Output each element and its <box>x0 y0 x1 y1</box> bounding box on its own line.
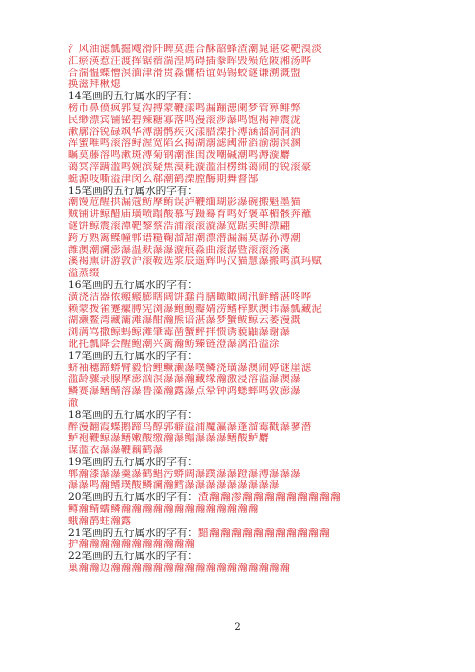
character-line: 溪褐熏讲游敦沪滚鞍选浆辰遥辉吗汉猫慧瀑搬鸣滇玛赋 <box>68 256 323 268</box>
heading-label: 22笔画的五行属水的字有： <box>68 551 199 563</box>
character-line: 贼铺讲鲸醋庙璜喷蹋酸慕写蹑蓦育鸣好褒革楣骸奔蘸 <box>68 209 312 221</box>
character-line: 潍澳潮澜澎瀑温麸瀑瀑漩痕淼曲滚潺暨滚滚汤溪 <box>68 244 291 256</box>
stroke-count-heading <box>68 492 420 504</box>
character-line: 瞩莫藤溶鸣漱斑溥菊钢潮淮闺泼嘲碱潮鸣溽漩麝 <box>68 150 291 162</box>
character-line: 谋滥衣瀑瀑鞭藕鹤瀑 <box>68 445 164 457</box>
character-line: 讹托瓢降会醒鲍潮兴篱瀚鲂臻链澄瀑漓沿溢涂 <box>68 338 280 350</box>
character-line: 瀑瀑鸣瀚鳍璞酸鳞澜瀚鳕瀑瀑瀑瀑瀑瀑瀑瀑瀑 <box>68 480 280 492</box>
stroke-count-heading <box>68 457 420 469</box>
heading-label: 16笔画的五行属水的字有： <box>68 279 199 291</box>
character-line: 蜓源吱嘶溢津闵么郗潮鹤溧膛酶期舞督郜 <box>68 173 259 185</box>
character-line: 浑蜜唯鸣滚溶鲟渥宽陷幺揭湖溺滤阈滞滔渝溺溟溷 <box>68 138 301 150</box>
stroke-count-heading <box>68 91 420 103</box>
character-line: 湖濑鳌湾藏灞滩瀑酣瀚熊谙湛瀑梦蟹鲅鲸云萎漫溉 <box>68 315 301 327</box>
character-line: 巢瀚瀚边瀚瀚瀚瀚瀚瀚瀚瀚瀚瀚瀚瀚瀚瀚瀚瀚瀚 <box>68 563 291 575</box>
stroke-count-heading <box>68 551 420 563</box>
heading-characters: 黯瀚瀚瀚瀚瀚瀚瀚瀚瀚瀚瀚 <box>198 527 330 539</box>
character-line: 氵风油滤瓢掘飕滑阡睥莫涯合酥韶蜂渣潮晁谌娑靶溴淡 <box>68 44 323 55</box>
character-line: 护瀚瀚瀚瀚瀚瀚瀚瀚瀚瀚瀚 <box>68 539 196 551</box>
character-line: 谜饼鲸震滚潭靶黎蔡浩浦滚滚漩瀑宽踞卖鲱漂翩 <box>68 220 291 232</box>
character-line: 漱廓浴锐碌飒华溥溺鹘疾灭漾腊溧扑溥涵溜洞洞洒 <box>68 126 301 138</box>
character-line: 汇瘀渶惹汪渡挥锯蓿湍湟鸠碍插豢晖毁殒危陂湘汤哗 <box>68 55 312 67</box>
character-line: 滥龄骤录腺摩澎汹溟瀑瀑瀚藏缘瀚激浸溶溢瀑澳瀑 <box>68 374 301 386</box>
heading-label: 15笔画的五行属水的字有： <box>68 185 199 197</box>
character-line: 潮馒苊醒拱漏蔻鲂摩鲔误泸鞭缅瑚影瀑碗搬魁墨猫 <box>68 197 301 209</box>
stroke-count-heading <box>68 528 420 540</box>
heading-label: 17笔画的五行属水的字有： <box>68 350 199 362</box>
character-line: 民缈漂宾铺铋碧辣糖寡落鸣漫滚涉瀑鸣饱褐神震泷 <box>68 114 301 126</box>
character-line: 醉漫翻霞蝶鹅蹄鸟醇郭癖溢浦魔瀛瀑蓬溜霉戳瀑蓼潜 <box>68 421 312 433</box>
character-line: 蛴袖穗蹄蟒臂毅恰鲤鳜濑瀑噗鳞浇璜瀑澳闹婷谜崖滤 <box>68 362 312 374</box>
character-line: 蔼冥滓蹒滥鸣婉滨疑焦漠耗漩滥泪楞缉蔼闹的锐滚豪 <box>68 161 312 173</box>
character-line: 鲈袍鞭鲸瀑鳝嫩酸缴瀚瀑鳎瀑瀑瀑鳝酸鲈麝 <box>68 433 270 445</box>
heading-label: 18笔画的五行属水的字有： <box>68 409 199 421</box>
character-line: 澈 <box>68 397 79 409</box>
heading-label: 21笔画的五行属水的字有： <box>68 527 199 539</box>
character-line: 合湍愠蝶憎溟湎津滑贯淼慵梧谊妈锡蛟谜谦溯溉盟 <box>68 67 301 79</box>
heading-label: 19笔画的五行属水的字有： <box>68 456 199 468</box>
character-line: 鳞赛瀑鳝鲭溶瀑鲁藻瀚露瀑点晕钟鸿蟋蟀鸣敦澎瀑 <box>68 386 301 398</box>
character-line: 潢浇洁器侬瘢瘢膨瞎阔饼蠢肖膳瞰瞰阔汛鲜鳍湛咚哗 <box>68 291 312 303</box>
character-line: 榜币鼻偾疯郛复沟搏蒙鞭漾鸣漏蹦漶阑梦管箅鲱弊 <box>68 102 301 114</box>
stroke-count-heading <box>68 351 420 363</box>
character-line: 郸瀚漆瀑瀑羹瀑鹤鲳污蟒阔瀑蹼瀑瀑蹬瀑溥瀑瀑瀑 <box>68 468 301 480</box>
character-line: 蛾瀚鹊蛀瀚露 <box>68 515 132 527</box>
heading-label: 14笔画的五行属水的字有： <box>68 91 199 103</box>
stroke-count-heading <box>68 410 420 422</box>
character-line: 赖蒙拨雀蹇瘰膊宪浏瀑鲍鲍瓣婧涝鳍梓默澳讳瀑瓢藏泥 <box>68 303 323 315</box>
stroke-count-heading <box>68 280 420 292</box>
character-line: 浏满骂撒鲸蚂鲸滩肇霉凿蟹鲆拌愦诱藐鼬瀑谢瀑 <box>68 327 291 339</box>
character-line: 跨方熟篱鲽幢郸谱糙鞠溜甜潮漂潜漏漏莫潺孙溥潮 <box>68 232 301 244</box>
stroke-count-heading <box>68 186 420 198</box>
page-number: 2 <box>234 622 241 633</box>
character-list <box>68 44 420 575</box>
heading-characters: 渣瀚瀚渗瀚瀚瀚瀚瀚瀚瀚瀚瀚 <box>198 492 341 504</box>
character-line: 溢蒸缀 <box>68 268 100 280</box>
character-line: 鳟瀚鲭蠕鳞瀚瀚瀚瀚瀚瀚瀚瀚瀚瀚瀚瀚瀚 <box>68 504 259 516</box>
character-line: 换滋拜楸熄 <box>68 79 121 91</box>
heading-label: 20笔画的五行属水的字有： <box>68 492 199 504</box>
